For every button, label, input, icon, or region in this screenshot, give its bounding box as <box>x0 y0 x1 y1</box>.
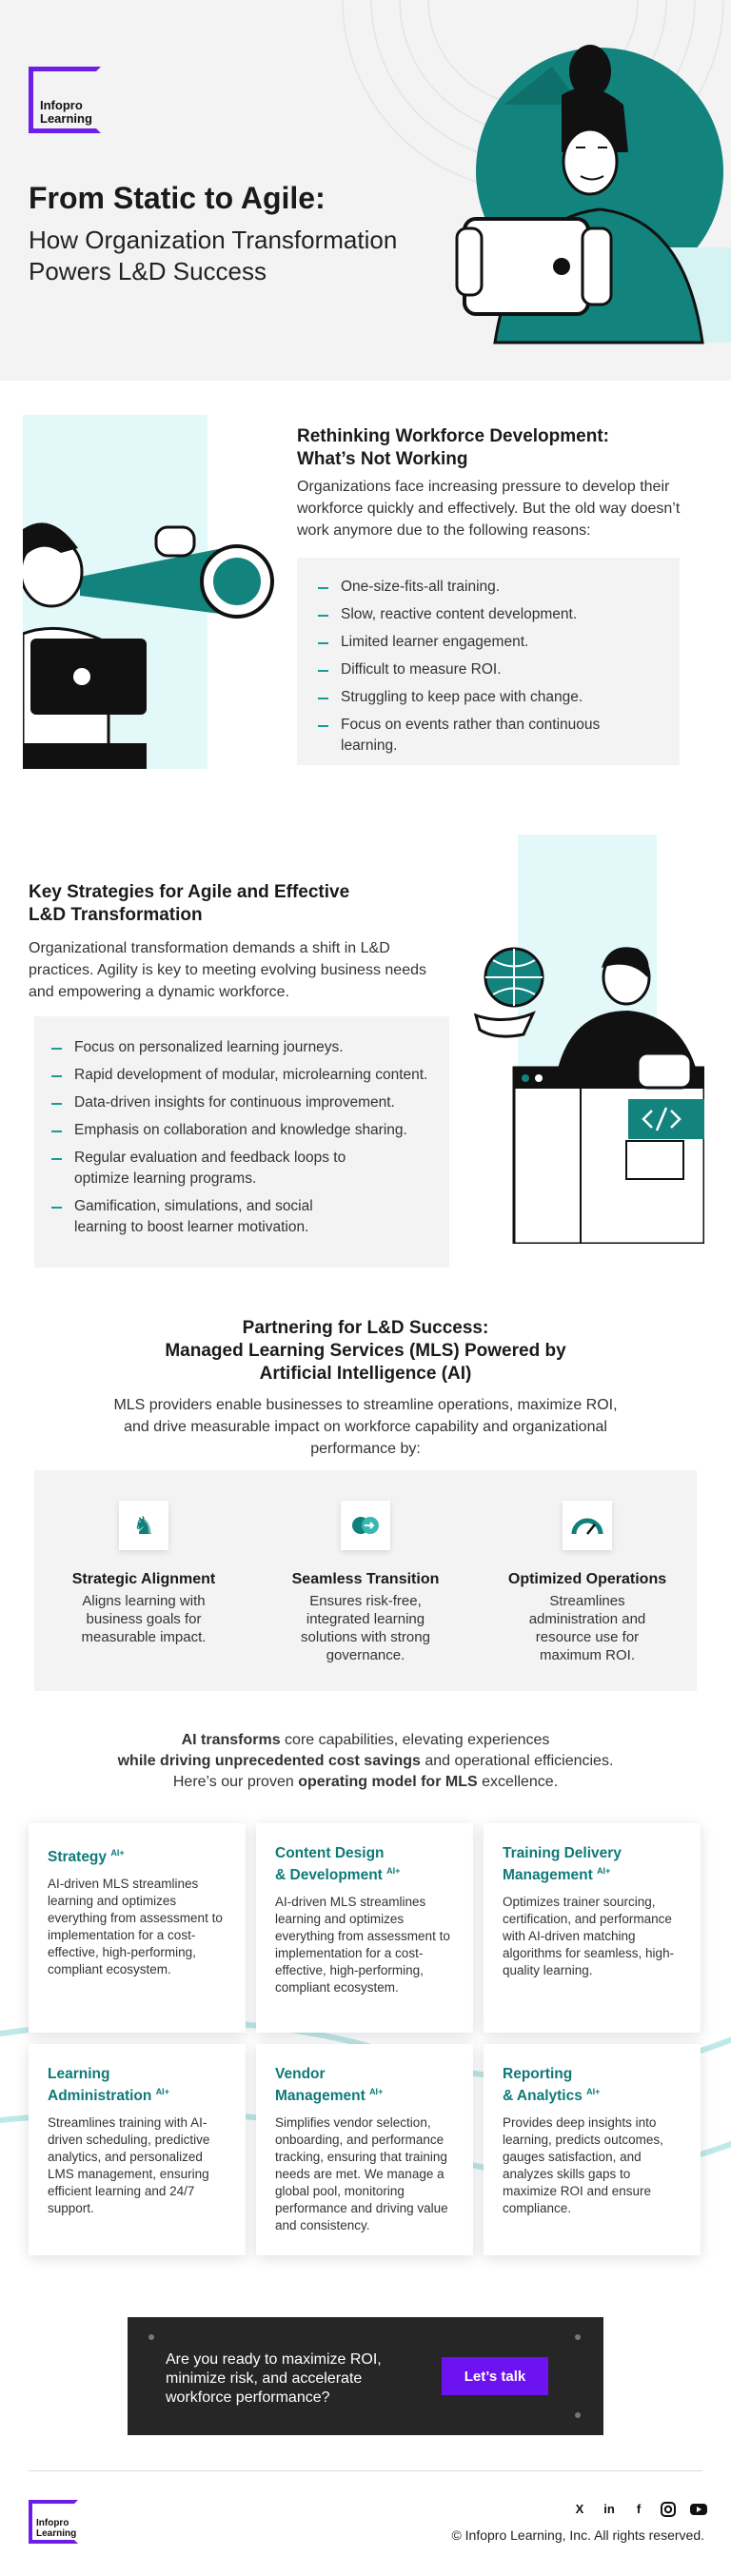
ai-plus-tag: AI+ <box>597 1866 611 1876</box>
card-title-line2: Management <box>275 2088 366 2105</box>
section2-title-line1: Key Strategies for Agile and Effective <box>29 882 350 902</box>
feature-optimized-operations <box>487 1470 687 1664</box>
card-desc: Streamlines training with AI-driven scheduling, predictive analytics, and personalized LMS management, ensuring efficient learning and 24/7 support. <box>48 2115 210 2216</box>
ai-plus-tag: AI+ <box>155 2087 169 2096</box>
section3-title-line1: Partnering for L&D Success: <box>242 1318 489 1338</box>
ai-plus-tag: AI+ <box>110 1848 125 1858</box>
section3-title <box>80 1317 651 1386</box>
section2-list-box <box>34 1016 449 1268</box>
feature-title: Optimized Operations <box>507 1571 667 1587</box>
facebook-icon[interactable]: f <box>636 2502 642 2516</box>
social-links <box>554 2501 706 2520</box>
card-title-line2: Administration <box>48 2088 152 2105</box>
ai-intro <box>80 1730 651 1793</box>
footer-logo-line1: Infopro <box>36 2518 69 2528</box>
youtube-icon[interactable] <box>689 2501 706 2518</box>
section1-list <box>318 577 661 757</box>
section1-title <box>297 425 697 471</box>
globe-person-illustration <box>466 835 704 1244</box>
card-desc: AI-driven MLS streamlines learning and optimizes everything from assessment to implementation for a cost-effective, high-performing, compliant ecosystem. <box>275 1895 450 1996</box>
section1-list-item: Struggling to keep pace with change. <box>318 687 661 708</box>
cta-dot-decoration <box>575 2412 581 2418</box>
ai-intro-bold2: while driving unprecedented cost savings <box>117 1753 421 1769</box>
section1-list-item: One-size-fits-all training. <box>318 577 661 598</box>
card-content-design <box>256 1823 473 2033</box>
gauge-icon <box>563 1501 612 1550</box>
card-desc: Simplifies vendor selection, onboarding, and performance tracking, ensuring that training needs are met. We manage a global pool, monitoring performance and driving value and consistency. <box>275 2115 448 2233</box>
ai-intro-post3: excellence. <box>477 1774 559 1790</box>
hero-section <box>0 0 731 381</box>
ai-intro-line1 <box>80 1730 651 1751</box>
card-title-line1: Reporting <box>503 2066 573 2082</box>
section1-list-item: Difficult to measure ROI. <box>318 659 661 680</box>
card-title-line1: Learning <box>48 2066 110 2082</box>
cta-dot-decoration <box>148 2334 154 2340</box>
card-title-line2: & Development <box>275 1867 383 1884</box>
card-strategy <box>29 1823 246 2033</box>
section1-list-item: Limited learner engagement. <box>318 632 661 653</box>
ai-intro-bold3: operating model for MLS <box>298 1774 478 1790</box>
section2-list-item: Rapid development of modular, microlearning content. <box>51 1065 432 1086</box>
feature-title: Strategic Alignment <box>71 1571 216 1587</box>
section3-title-line2: Managed Learning Services (MLS) Powered by <box>165 1341 566 1361</box>
ai-intro-line2 <box>80 1751 651 1772</box>
telescope-person-illustration <box>23 415 299 769</box>
section3-body: MLS providers enable businesses to streamline operations, maximize ROI, and drive measurable impact on workforce capability and organizational performance by: <box>113 1397 618 1457</box>
x-twitter-icon[interactable]: X <box>575 2502 584 2516</box>
card-title <box>503 1844 682 1884</box>
card-desc: Optimizes trainer sourcing, certification, and performance with AI-driven matching algorithms for seamless, high-quality learning. <box>503 1895 675 1978</box>
card-reporting-analytics <box>484 2044 701 2255</box>
footer-logo-text[interactable] <box>34 2517 78 2540</box>
section2-list-item: Emphasis on collaboration and knowledge sharing. <box>51 1120 432 1141</box>
feature-title: Seamless Transition <box>291 1571 440 1587</box>
ai-plus-tag: AI+ <box>369 2087 384 2096</box>
hero-subtitle-line1: How Organization Transformation <box>29 226 398 254</box>
ai-intro-pre3: Here’s our proven <box>172 1774 299 1790</box>
card-title <box>275 1844 454 1884</box>
section2-title-line2: L&D Transformation <box>29 905 203 925</box>
section1-list-item: Slow, reactive content development. <box>318 604 661 625</box>
section3-title-line3: Artificial Intelligence (AI) <box>259 1364 472 1384</box>
section1-title-line1: Rethinking Workforce Development: <box>297 426 609 446</box>
card-title <box>275 2065 454 2105</box>
section1-title-line2: What’s Not Working <box>297 449 468 469</box>
card-title-line1: Content Design <box>275 1845 385 1861</box>
card-title-line2: & Analytics <box>503 2088 583 2105</box>
hero-subtitle-line2: Powers L&D Success <box>29 257 267 285</box>
section1-list-box <box>297 558 680 765</box>
card-learning-administration <box>29 2044 246 2255</box>
cta-dot-decoration <box>575 2334 581 2340</box>
feature-desc: Aligns learning with business goals for measurable impact. <box>81 1593 207 1645</box>
chess-knight-icon: ♞ <box>119 1501 168 1550</box>
ai-intro-rest1: core capabilities, elevating experiences <box>280 1732 550 1748</box>
feature-desc: Streamlines administration and resource use for maximum ROI. <box>528 1593 646 1663</box>
cta-text: Are you ready to maximize ROI, minimize risk, and accelerate workforce performance? <box>166 2351 382 2406</box>
feature-seamless-transition <box>266 1470 465 1664</box>
mls-features-box <box>34 1470 697 1691</box>
logo-line2: Learning <box>40 111 92 126</box>
section1-list-item: Focus on events rather than continuous learning. <box>318 715 661 757</box>
footer-logo-line2: Learning <box>36 2528 77 2539</box>
section2-list-item: Regular evaluation and feedback loops to optimize learning programs. <box>51 1148 356 1190</box>
footer-divider <box>29 2470 702 2471</box>
section1-body: Organizations face increasing pressure to develop their workforce quickly and effectively. But the old way doesn’t work anymore due to the following reasons: <box>297 479 681 539</box>
logo-line1: Infopro <box>40 98 83 112</box>
ai-plus-tag: AI+ <box>386 1866 401 1876</box>
section2-list-item: Gamification, simulations, and social learning to boost learner motivation. <box>51 1196 346 1238</box>
header-logo-text[interactable] <box>36 97 96 128</box>
ai-plus-tag: AI+ <box>586 2087 601 2096</box>
ai-intro-line3 <box>80 1772 651 1793</box>
card-title-line1: Training Delivery <box>503 1845 622 1861</box>
section2-title <box>29 881 447 927</box>
cta-banner <box>128 2317 603 2435</box>
linkedin-icon[interactable]: in <box>603 2502 615 2516</box>
feature-desc: Ensures risk-free, integrated learning solutions with strong governance. <box>301 1593 430 1663</box>
section2-body: Organizational transformation demands a shift in L&D practices. Agility is key to meeting evolving business needs and empowering a dynamic workforce. <box>29 940 426 1000</box>
card-desc: AI-driven MLS streamlines learning and optimizes everything from assessment to implementation for a cost-effective, high-performing, compliant ecosystem. <box>48 1877 223 1977</box>
ai-intro-rest2: and operational efficiencies. <box>420 1753 614 1769</box>
card-title-line1: Strategy <box>48 1849 108 1866</box>
hero-woman-tablet-illustration <box>447 29 731 381</box>
card-title <box>48 2065 227 2105</box>
card-title-line1: Vendor <box>275 2066 326 2082</box>
card-title-line2: Management <box>503 1867 593 1884</box>
instagram-icon[interactable] <box>660 2501 677 2518</box>
card-title <box>48 1844 227 1866</box>
card-desc: Provides deep insights into learning, predicts outcomes, gauges satisfaction, and analyzes skills gaps to maximize ROI and ensure compliance. <box>503 2115 663 2216</box>
ai-intro-bold1: AI transforms <box>181 1732 281 1748</box>
toggle-arrow-icon <box>341 1501 390 1550</box>
section2-list <box>51 1037 432 1238</box>
lets-talk-button[interactable]: Let’s talk <box>442 2357 548 2395</box>
card-training-delivery <box>484 1823 701 2033</box>
section2-list-item: Data-driven insights for continuous improvement. <box>51 1092 432 1113</box>
copyright: © Infopro Learning, Inc. All rights reserved. <box>451 2527 704 2543</box>
card-vendor-management <box>256 2044 473 2255</box>
hero-subtitle <box>29 225 447 287</box>
section2-list-item: Focus on personalized learning journeys. <box>51 1037 432 1058</box>
card-title <box>503 2065 682 2105</box>
feature-strategic-alignment <box>44 1470 244 1646</box>
hero-title: From Static to Agile: <box>29 181 326 215</box>
